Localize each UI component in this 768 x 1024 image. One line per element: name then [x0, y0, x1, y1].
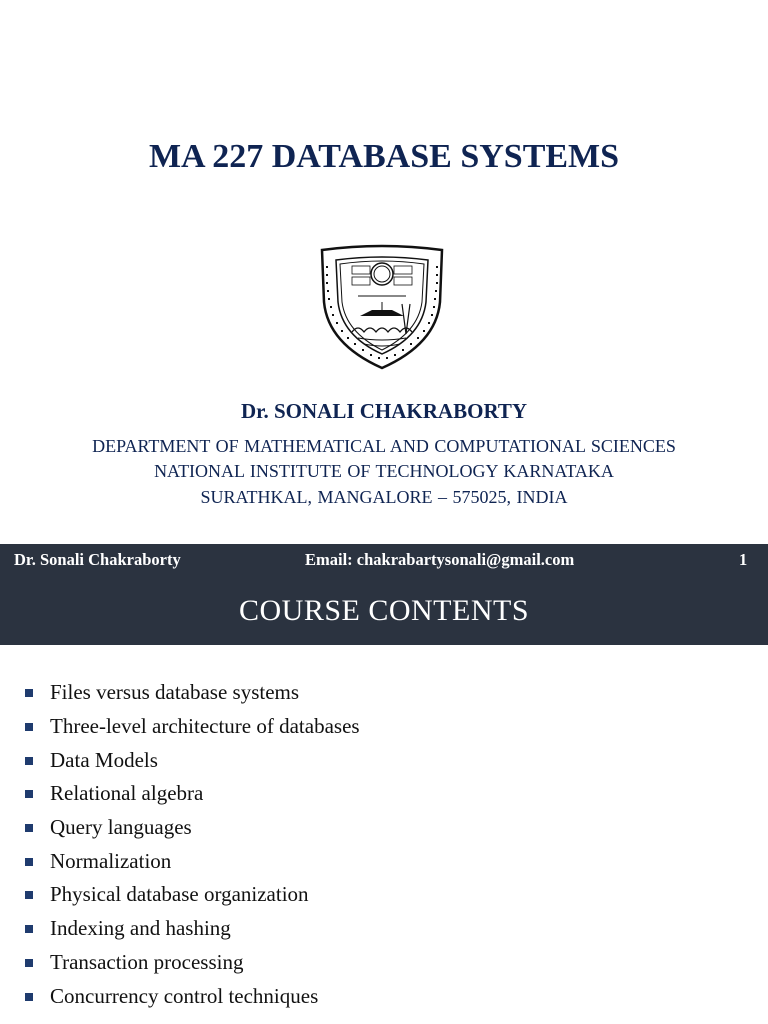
bullet-icon	[25, 790, 33, 798]
course-title: MA 227 DATABASE SYSTEMS	[148, 138, 620, 175]
bullet-icon	[25, 959, 33, 967]
bullet-icon	[25, 993, 33, 1001]
bullet-icon	[25, 723, 33, 731]
bullet-icon	[25, 858, 33, 866]
list-item-text: Relational algebra	[50, 781, 204, 805]
list-item	[0, 882, 700, 912]
list-item	[0, 916, 700, 946]
author-name: Dr. SONALI CHAKRABORTY	[240, 399, 528, 423]
list-item	[0, 950, 700, 980]
list-item	[0, 781, 700, 811]
section-title: COURSE CONTENTS	[238, 594, 530, 627]
list-item-text: Transaction processing	[50, 950, 244, 974]
list-item-text: Three-level architecture of databases	[50, 714, 360, 738]
list-item-text: Normalization	[50, 849, 172, 873]
list-item	[0, 984, 700, 1014]
list-item-text: Query languages	[50, 815, 192, 839]
bullet-icon	[25, 925, 33, 933]
footer-author: Dr. Sonali Chakraborty	[14, 550, 181, 569]
list-item	[0, 815, 700, 845]
bullet-icon	[25, 891, 33, 899]
bullet-icon	[25, 824, 33, 832]
footer-email: Email: chakrabartysonali@gmail.com	[305, 550, 575, 569]
bullet-icon	[25, 689, 33, 697]
list-item-text: Physical database organization	[50, 882, 309, 906]
institute-line: NATIONAL INSTITUTE OF TECHNOLOGY KARNATAKA	[154, 461, 614, 481]
footer-page-number: 1	[739, 550, 748, 569]
address-line: SURATHKAL, MANGALORE – 575025, INDIA	[200, 487, 568, 507]
nitk-emblem-icon	[318, 244, 446, 370]
department-line: DEPARTMENT OF MATHEMATICAL AND COMPUTATIONAL SCIENCES	[92, 436, 676, 456]
list-item-text: Files versus database systems	[50, 680, 300, 704]
list-item	[0, 714, 700, 744]
bullet-icon	[25, 757, 33, 765]
list-item-text: Concurrency control techniques	[50, 984, 319, 1008]
list-item	[0, 748, 700, 778]
list-item-text: Data Models	[50, 748, 158, 772]
list-item	[0, 680, 700, 710]
list-item	[0, 849, 700, 879]
list-item-text: Indexing and hashing	[50, 916, 231, 940]
